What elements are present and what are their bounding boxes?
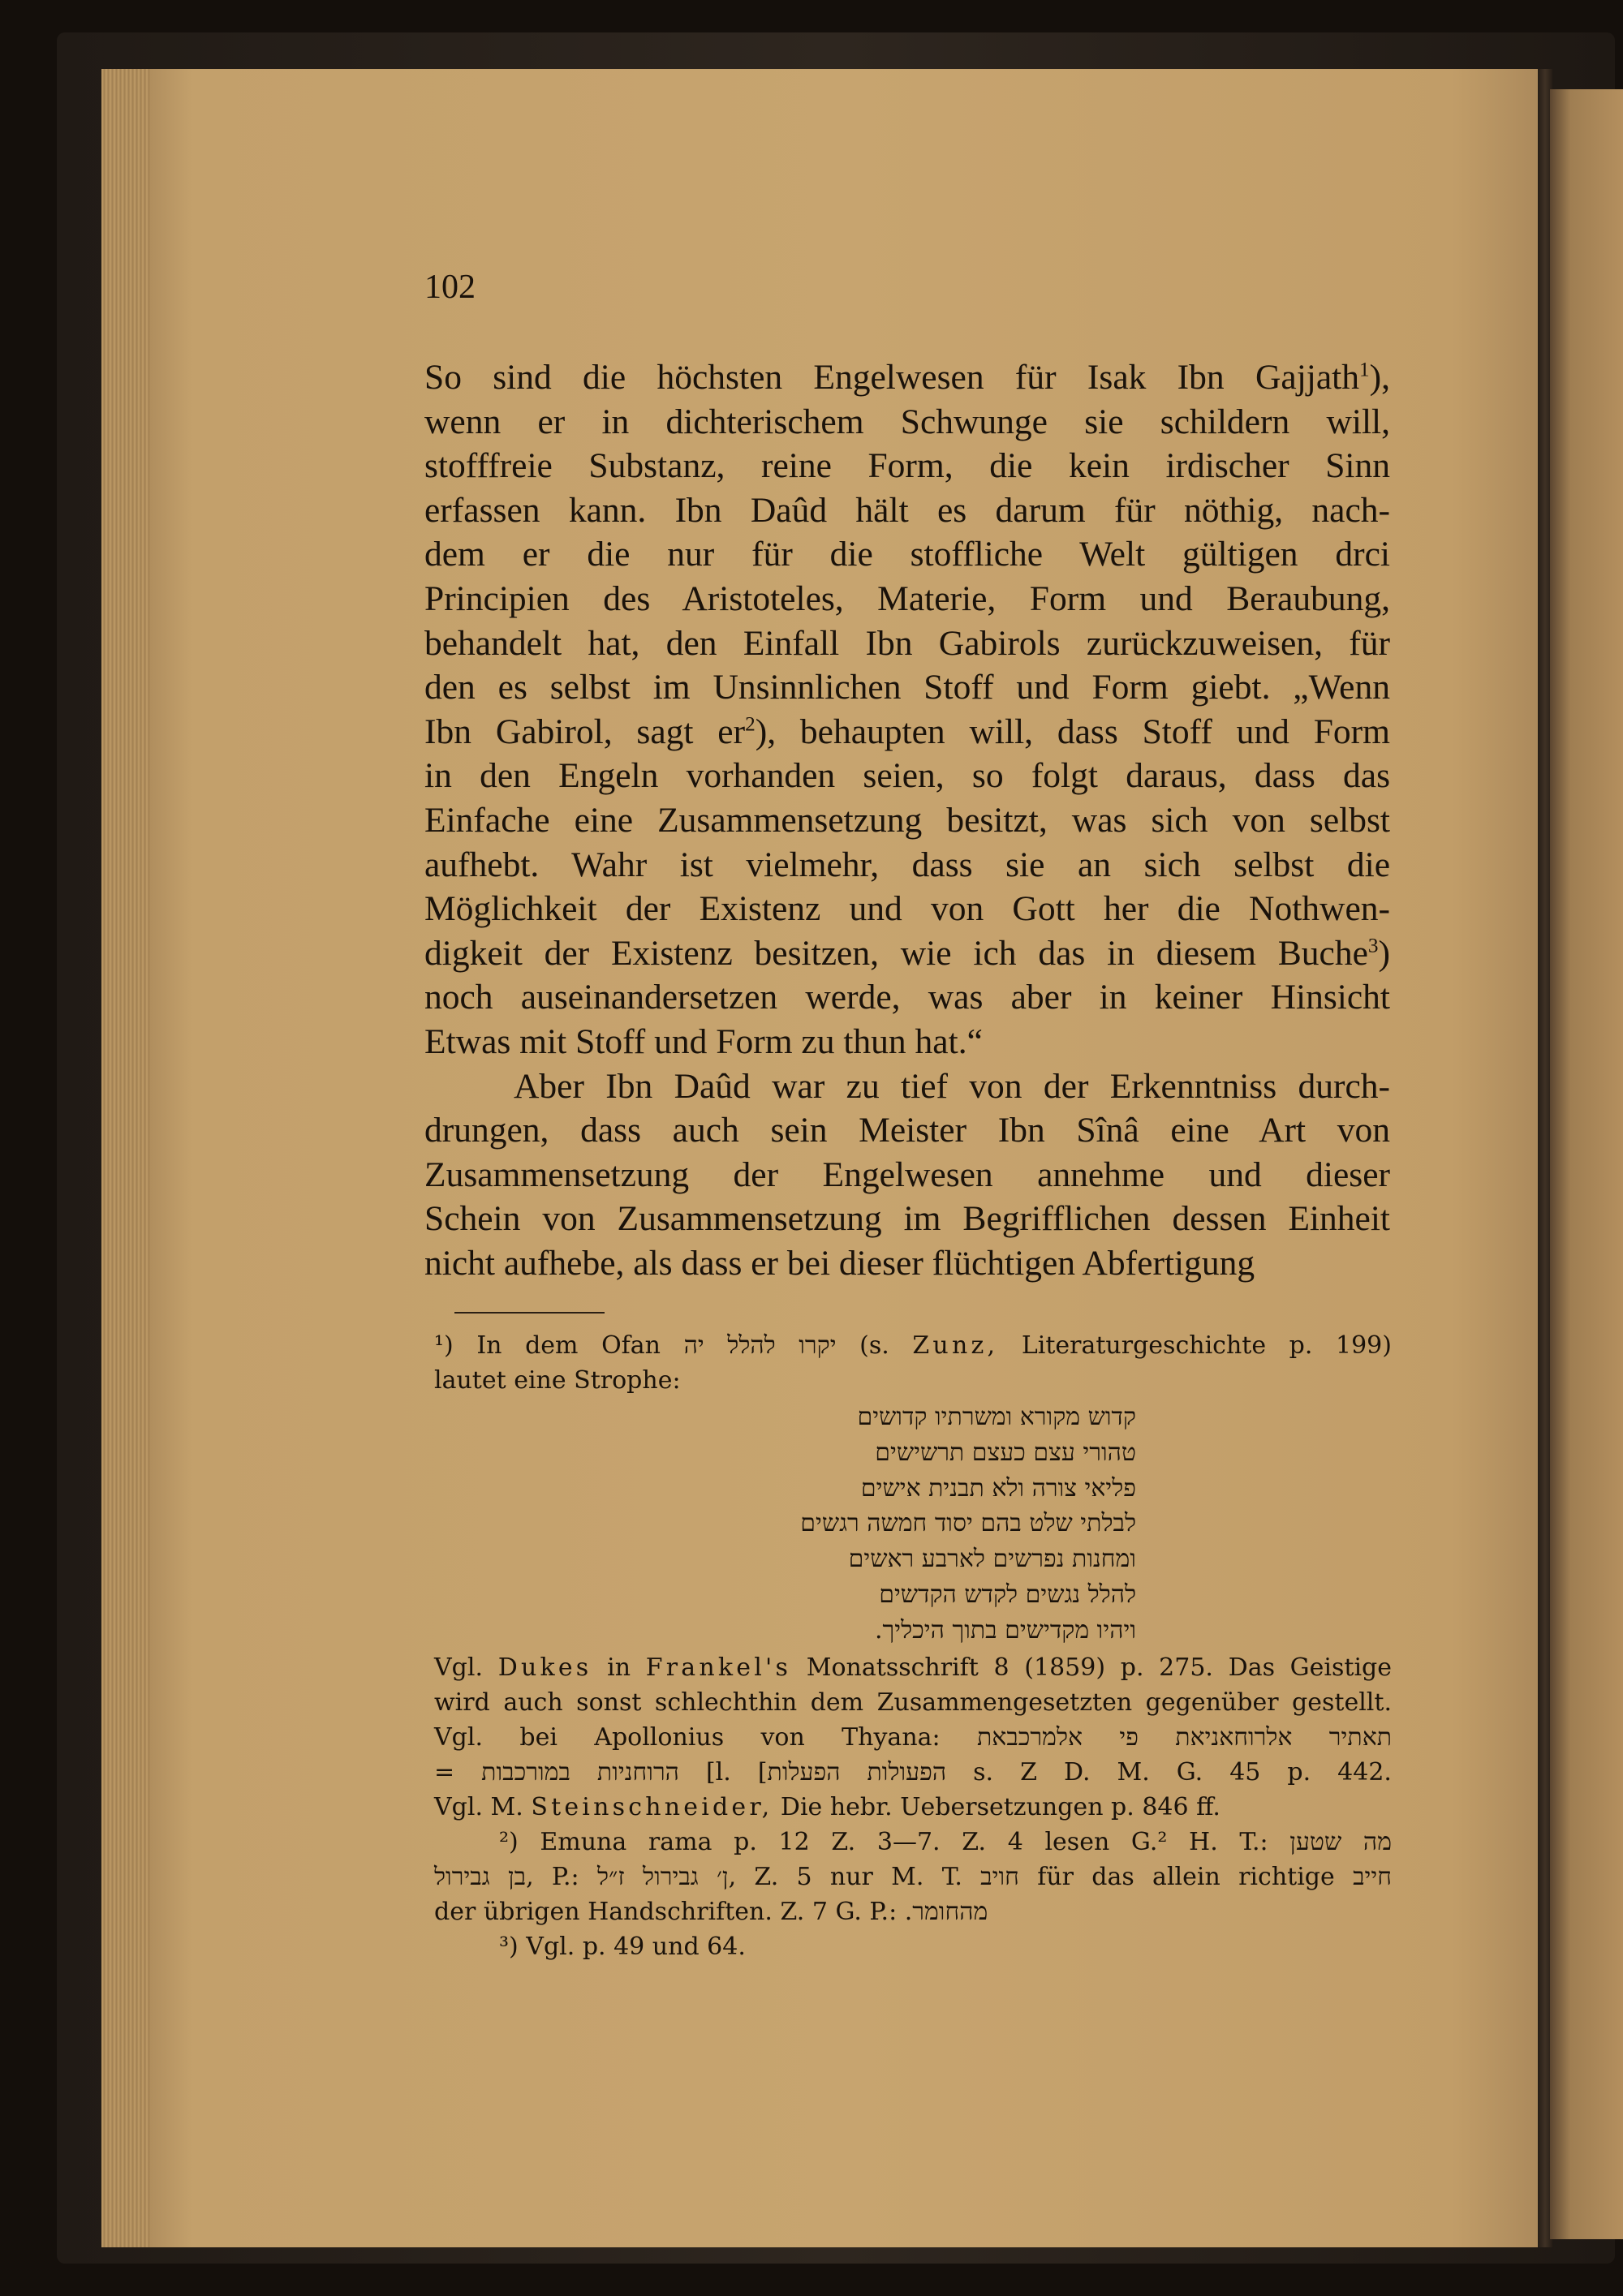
text-line: nicht aufhebe, als dass er bei dieser flüchtigen Abfertigung [424,1243,1255,1283]
poem-line: לבלתי שלט בהם יסוד חמשה רגשים [800,1509,1136,1538]
text-line: Schein von Zusammensetzung im Begrifflichen dessen Einheit [424,1199,1390,1239]
text-line: So sind die höchsten Engelwesen für Isak Ibn Gajjath$^1$), [424,358,1390,397]
text-line: digkeit der Existenz besitzen, wie ich das in diesem Buche$^3$) [424,933,1390,973]
text-line: dem er die nur für die stoffliche Welt gültigen drci [424,535,1390,574]
text-line: aufhebt. Wahr ist vielmehr, dass sie an sich selbst die [424,845,1390,884]
text-line: Ibn Gabirol, sagt $er^2$), behaupten will, dass Stoff und Form [424,712,1391,751]
poem-line: ויהיו מקדישים בתוך היכליך. [874,1615,1136,1645]
footnote-1-line: wird auch sonst schlechthin dem Zusammengesetzten gegenüber gestellt. [434,1688,1392,1717]
poem-line: ומחנות נפרשים לארבע ראשים [848,1545,1136,1574]
poem-line: פליאי צורה ולא תבנית אישים [860,1473,1136,1503]
text-line: Principien des Aristoteles, Materie, Form und Beraubung, [424,578,1390,618]
footnote-rule [454,1312,605,1314]
hebrew-poem [682,1400,1136,1649]
text-line: stofffreie Substanz, reine Form, die kein irdischer Sinn [424,446,1390,486]
footnote-1-line: = הרוחניות במורכבות [l. הפעלות] הפעולות s. Z D. M. G. 45 p. 442. [434,1757,1392,1786]
footnote-marker: 1 [1359,359,1370,381]
text-line: in den Engeln vorhanden seien, so folgt daraus, dass das [424,756,1390,796]
text-line: drungen, dass auch sein Meister Ibn Sînâ eine Art von [424,1111,1390,1150]
footnote-3-line: ³) Vgl. p. 49 und 64. [499,1932,746,1961]
poem-line: להלל נגשים לקדש הקדשים [879,1580,1136,1609]
text-line: Einfache eine Zusammensetzung besitzt, was sich von selbst [424,800,1390,840]
text-line: Etwas mit Stoff und Form zu thun hat.“ [424,1021,983,1061]
text-line: den es selbst im Unsinnlichen Stoff und Form giebt. „Wenn [424,668,1390,707]
poem-line: קדוש מקורא ומשרתיו קדושים [857,1403,1136,1431]
page-number: 102 [424,269,476,306]
text-line: noch auseinandersetzen werde, was aber in keiner Hinsicht [424,978,1390,1017]
footnote-1-line: Vgl. M. Steinschneider, Die hebr. Uebersetzungen p. 846 ff. [434,1792,1220,1821]
footnotes [434,1328,1392,1964]
footnote-2-line: ²) Emuna rama p. 12 Z. 3—7. Z. 4 lesen G.² H. T.: מה שטען [499,1827,1392,1856]
poem-line: טהורי עצם כעצם תרשישים [875,1438,1136,1467]
footnote-2-line: der übrigen Handschriften. Z. 7 G. P.: מהחומר. [434,1897,988,1926]
footnote-1-line: ¹) In dem Ofan יקרו להלל יה (s. Zunz, Literaturgeschichte p. 199) [434,1331,1392,1360]
footnote-marker: 2 [745,713,756,736]
footnote-2-line: בן גבירול, P.: ן׳ גבירול ז״ל, Z. 5 nur M. T. חויב für das allein richtige חייב [434,1862,1393,1891]
footnote-marker: 3 [1367,935,1379,957]
text-line: behandelt hat, den Einfall Ibn Gabirols zurückzuweisen, für [424,623,1390,663]
main-text [424,355,1390,1285]
text-line: Zusammensetzung der Engelwesen annehme und dieser [424,1154,1390,1194]
text-line: wenn er in dichterischem Schwunge sie schildern will, [424,402,1390,441]
footnote-1-line: Vgl. Dukes in Frankel's Monatsschrift 8 (1859) p. 275. Das Geistige [434,1653,1392,1682]
footnote-1-line: Vgl. bei Apollonius von Thyana: תאתיר אלרוחאניאת פי אלמרכבאת [434,1722,1392,1752]
footnote-1-line: lautet eine Strophe: [434,1366,681,1395]
text-line: Möglichkeit der Existenz und von Gott her die Nothwen- [424,889,1390,929]
text-line: Aber Ibn Daûd war zu tief von der Erkenntniss durch- [514,1066,1390,1106]
text-line: erfassen kann. Ibn Daûd hält es darum für nöthig, nach- [424,490,1390,530]
